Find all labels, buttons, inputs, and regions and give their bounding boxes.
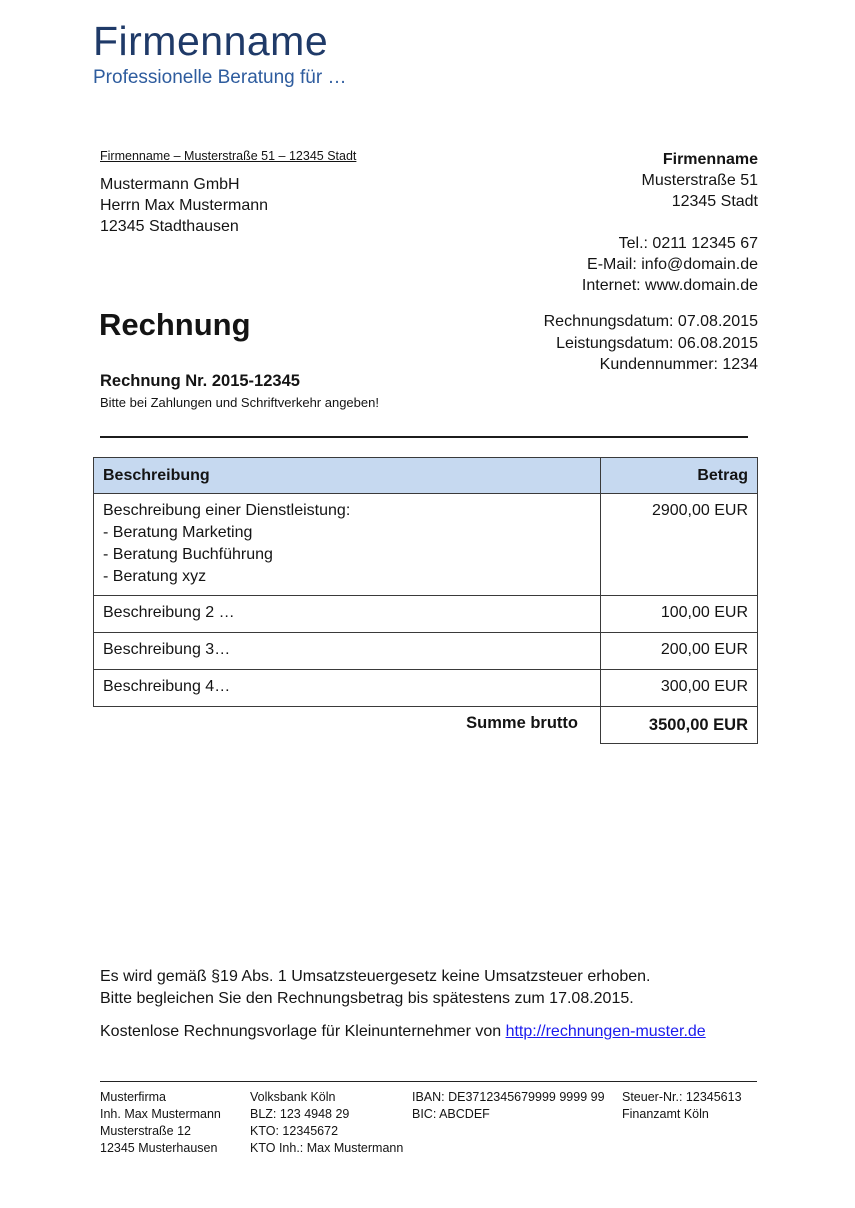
item-amount: 300,00 EUR [601,670,758,707]
column-header-description: Beschreibung [94,458,601,494]
item-amount: 2900,00 EUR [601,494,758,596]
recipient-line: 12345 Stadthausen [100,218,239,235]
customer-number: Kundennummer: 1234 [599,356,758,373]
brand-name: Firmenname [93,18,329,64]
table-row [94,633,758,670]
table-row [94,670,758,707]
company-phone: Tel.: 0211 12345 67 [618,235,758,252]
service-date: Leistungsdatum: 06.08.2015 [556,334,758,352]
spacer [582,212,758,233]
table-row [94,494,758,596]
column-header-amount: Betrag [601,458,758,494]
brand-header [93,18,346,90]
template-link[interactable]: http://rechnungen-muster.de [505,1023,706,1040]
sender-return-address: Firmenname – Musterstraße 51 – 12345 Stadt [100,149,357,163]
total-label: Summe brutto [466,714,578,732]
company-website: Internet: www.domain.de [581,277,758,294]
brand-tagline: Professionelle Beratung für … [93,67,347,88]
company-name: Firmenname [662,151,758,168]
invoice-number-note: Bitte bei Zahlungen und Schriftverkehr angeben! [100,395,379,410]
tax-note: Es wird gemäß §19 Abs. 1 Umsatzsteuergesetz keine Umsatzsteuer erhoben. [100,968,651,985]
recipient-line: Mustermann GmbH [100,176,240,193]
invoice-number-block [100,371,379,411]
invoice-title: Rechnung [99,307,251,342]
item-description: Beschreibung 3… [94,633,601,670]
total-amount: 3500,00 EUR [601,707,758,744]
footer-rule [100,1081,757,1082]
total-row [94,707,758,744]
item-description: Beschreibung 4… [94,670,601,707]
company-email: E-Mail: info@domain.de [587,256,758,273]
invoice-meta-block [544,311,758,376]
footer [100,1089,757,1157]
footer-tax-column: Steuer-Nr.: 12345613 Finanzamt Köln [622,1090,742,1121]
footer-iban-column: IBAN: DE3712345679999 9999 99 BIC: ABCDEF [412,1090,605,1121]
table-header-row [94,458,758,494]
invoice-date: Rechnungsdatum: 07.08.2015 [543,313,758,330]
template-attribution [100,1021,706,1042]
item-amount: 200,00 EUR [601,633,758,670]
template-attribution-text: Kostenlose Rechnungsvorlage für Kleinunternehmer von [100,1023,506,1040]
recipient-line: Herrn Max Mustermann [100,197,269,214]
item-description: Beschreibung einer Dienstleistung: - Beratung Marketing - Beratung Buchführung - Beratung xyz [94,494,601,596]
table-row [94,596,758,633]
recipient-address [100,174,268,237]
item-amount: 100,00 EUR [601,596,758,633]
item-description: Beschreibung 2 … [94,596,601,633]
legal-notes [100,966,650,1009]
invoice-number: Rechnung Nr. 2015-12345 [100,372,300,390]
company-street: Musterstraße 51 [641,172,758,189]
footer-company-column: Musterfirma Inh. Max Mustermann Musterstraße 12 12345 Musterhausen [100,1090,221,1155]
company-address-block [582,149,758,296]
separator-rule [100,436,748,438]
company-city: 12345 Stadt [671,193,758,210]
footer-bank-column: Volksbank Köln BLZ: 123 4948 29 KTO: 12345672 KTO Inh.: Max Mustermann [250,1090,404,1155]
payment-due-note: Bitte begleichen Sie den Rechnungsbetrag bis spätestens zum 17.08.2015. [100,989,634,1007]
line-items-table [93,457,758,744]
